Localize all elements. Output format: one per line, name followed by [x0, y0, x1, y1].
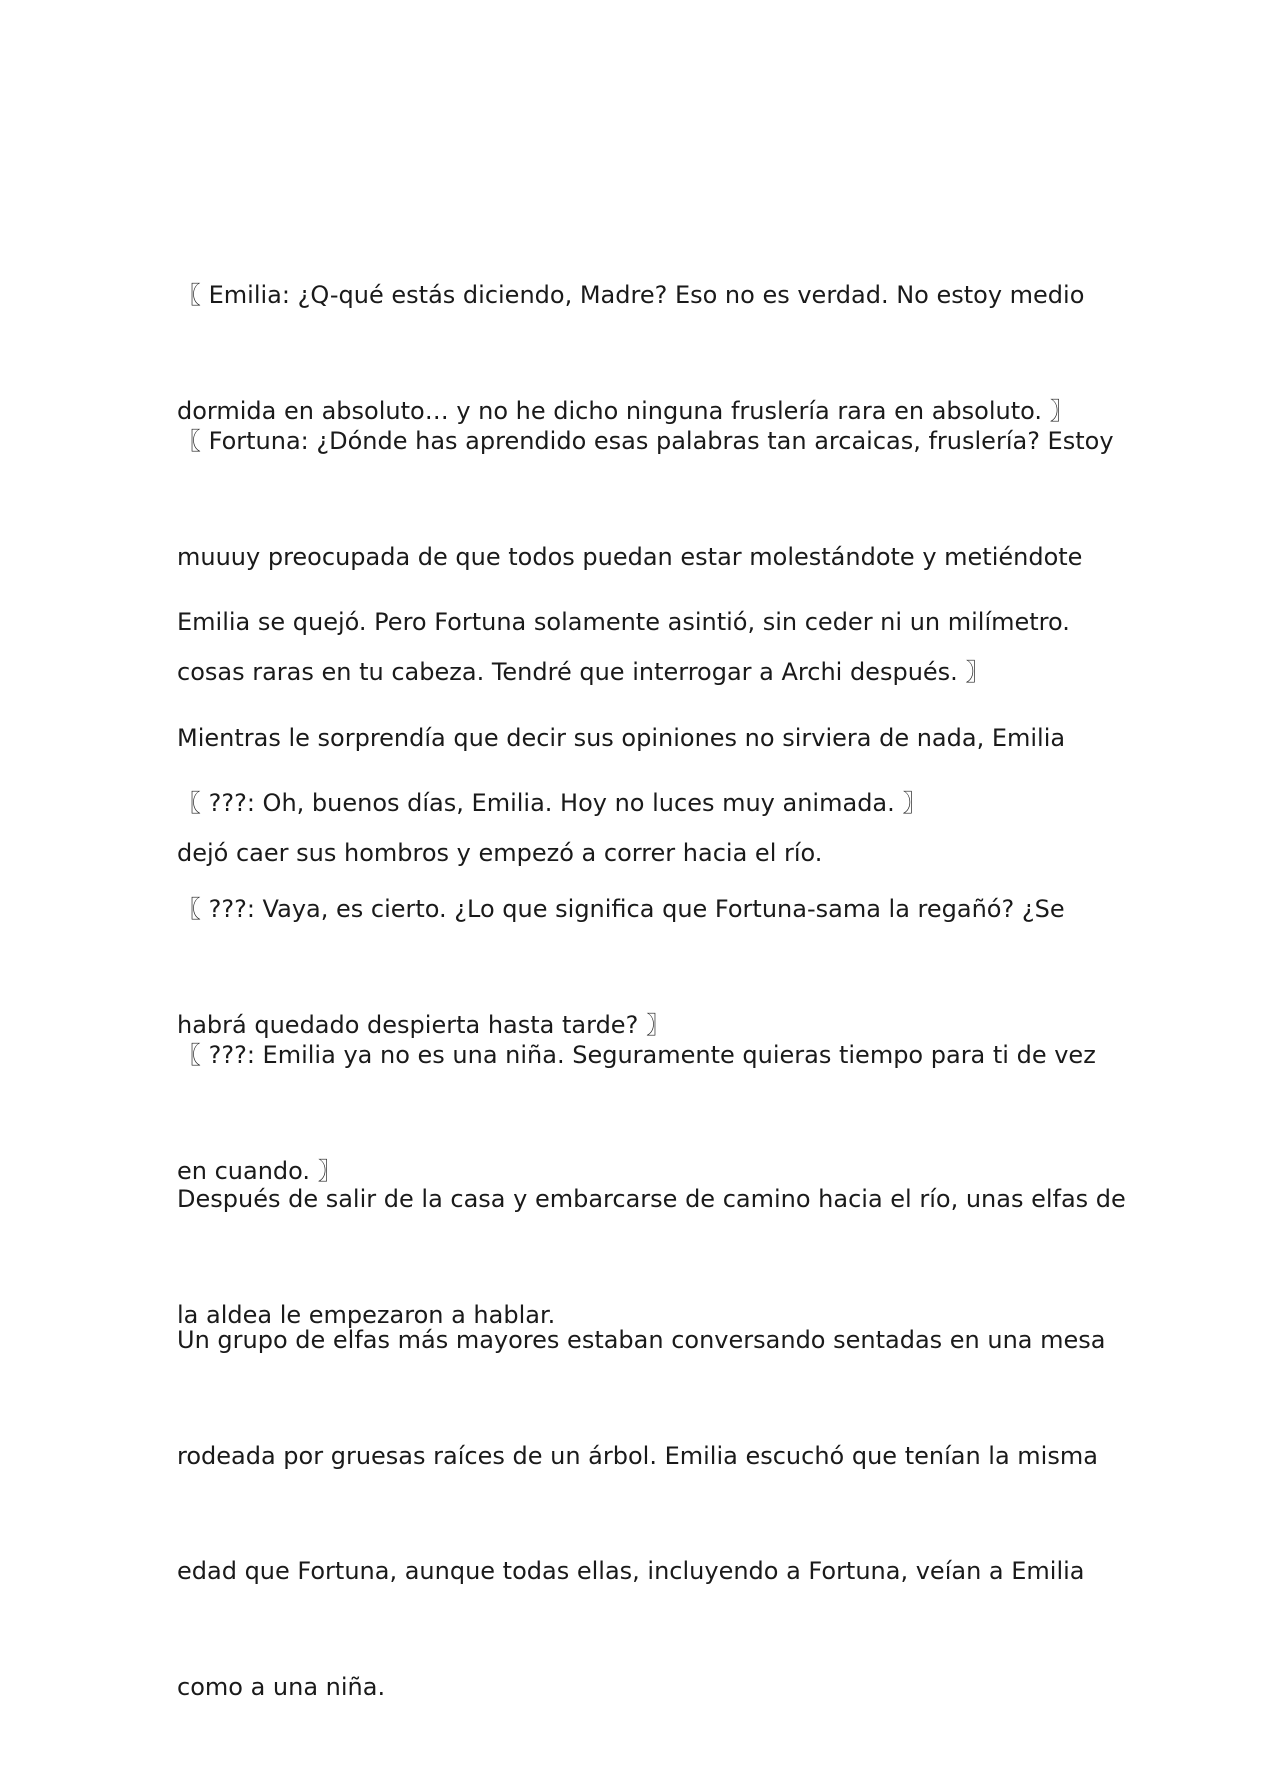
text-line: rodeada por gruesas raíces de un árbol. Emilia escuchó que tenían la misma — [177, 1441, 1098, 1470]
paragraph-narration-3 — [177, 1244, 1117, 1783]
text-line: la aldea le empezaron a hablar. — [177, 1300, 556, 1329]
text-line: Un grupo de elfas más mayores estaban conversando sentadas en una mesa — [177, 1326, 1106, 1354]
text-line: Después de salir de la casa y embarcarse de camino hacia el río, unas elfas de — [177, 1185, 1126, 1213]
text-line: dejó caer sus hombros y empezó a correr hacia el río. — [177, 839, 823, 867]
text-line: habrá quedado despierta hasta tarde? 〗 — [177, 1010, 670, 1039]
text-line: 〖 Emilia: ¿Q-qué estás diciendo, Madre? Eso no es verdad. No estoy medio — [177, 281, 1085, 309]
text-line: cosas raras en tu cabeza. Tendré que interrogar a Archi después. 〗 — [177, 658, 990, 686]
text-line: dormida en absoluto… y no he dicho ninguna fruslería rara en absoluto. 〗 — [177, 396, 1074, 425]
text-line: 〖 ???: Emilia ya no es una niña. Seguramente quieras tiempo para ti de vez — [177, 1041, 1096, 1069]
text-line: como a una niña. — [177, 1672, 386, 1701]
text-line: 〖 ???: Vaya, es cierto. ¿Lo que significa que Fortuna-sama la regañó? ¿Se — [177, 895, 1065, 923]
text-line: muuuy preocupada de que todos puedan estar molestándote y metiéndote — [177, 542, 1083, 571]
text-line: 〖 ???: Oh, buenos días, Emilia. Hoy no luces muy animada. 〗 — [177, 789, 927, 817]
text-line: 〖 Fortuna: ¿Dónde has aprendido esas palabras tan arcaicas, fruslería? Estoy — [177, 427, 1114, 455]
text-line: Emilia se quejó. Pero Fortuna solamente asintió, sin ceder ni un milímetro. — [177, 608, 1070, 636]
text-line: edad que Fortuna, aunque todas ellas, incluyendo a Fortuna, veían a Emilia — [177, 1557, 1085, 1585]
text-line: Mientras le sorprendía que decir sus opiniones no sirviera de nada, Emilia — [177, 723, 1066, 752]
text-line: en cuando. 〗 — [177, 1156, 342, 1185]
